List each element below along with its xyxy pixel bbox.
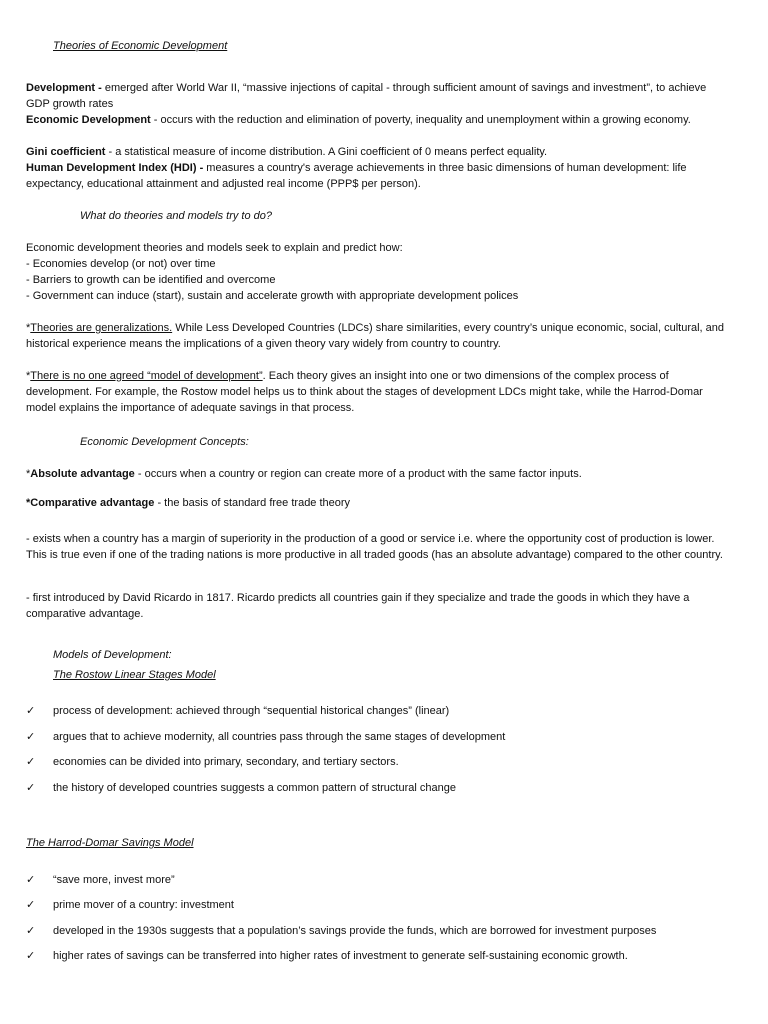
definition-economic-development: [26, 112, 732, 128]
list-item: - Economies develop (or not) over time: [26, 258, 216, 270]
underlined-phrase: There is no one agreed “model of development”: [30, 370, 263, 382]
checkmark-icon: ✓: [26, 874, 36, 886]
list-item: [26, 923, 732, 939]
list-item-text: higher rates of savings can be transferred into higher rates of investment to generate self-sustaining economic growth.: [53, 950, 628, 962]
term: Absolute advantage: [30, 468, 135, 480]
rostow-heading: The Rostow Linear Stages Model: [53, 669, 216, 681]
list-item-text: developed in the 1930s suggests that a population’s savings provide the funds, which are borrowed for investment purposes: [53, 925, 657, 937]
comparative-paragraph-2: - first introduced by David Ricardo in 1817. Ricardo predicts all countries gain if they specialize and trade the goods in which they have a comparative advantage.: [26, 592, 690, 620]
list-item: [26, 754, 732, 770]
checkmark-icon: ✓: [26, 705, 36, 717]
section-heading-concepts: Economic Development Concepts:: [80, 436, 249, 448]
list-item: - Government can induce (start), sustain and accelerate growth with appropriate development polices: [26, 290, 519, 302]
comparative-advantage: [26, 495, 732, 511]
list-item: [26, 948, 732, 964]
checkmark-icon: ✓: [26, 782, 36, 794]
definition-text: - occurs with the reduction and elimination of poverty, inequality and unemployment within a growing economy.: [150, 114, 691, 126]
list-item: [26, 780, 732, 796]
definition-text: - a statistical measure of income distribution. A Gini coefficient of 0 means perfect equality.: [105, 146, 548, 158]
definition-hdi: [26, 160, 732, 192]
checkmark-icon: ✓: [26, 731, 36, 743]
paragraph-text: . Each theory gives an insight into one or two dimensions of the complex process of development. For example, the Rostow model helps us to think about the stages of development LDCs might take, while the Harrod-Domar model explains the importance of adequate savings in that process.: [26, 370, 703, 414]
term: Gini coefficient: [26, 146, 106, 158]
list-item-text: “save more, invest more”: [53, 874, 175, 886]
list-item: [26, 703, 732, 719]
intro-line: Economic development theories and models seek to explain and predict how:: [26, 242, 403, 254]
section-heading-theories: What do theories and models try to do?: [80, 210, 272, 222]
checkmark-icon: ✓: [26, 899, 36, 911]
asterisk: *: [26, 322, 31, 334]
list-item-text: process of development: achieved through “sequential historical changes” (linear): [53, 705, 450, 717]
asterisk: *: [26, 468, 31, 480]
list-item: [26, 872, 732, 888]
list-item-text: the history of developed countries suggests a common pattern of structural change: [53, 782, 456, 794]
asterisk: *: [26, 370, 31, 382]
list-item: [26, 897, 732, 913]
definition-gini: [26, 144, 732, 160]
definition-text: - the basis of standard free trade theory: [154, 497, 351, 509]
absolute-advantage: [26, 466, 732, 482]
comparative-paragraph-1: - exists when a country has a margin of superiority in the production of a good or service i.e. where the opportunity cost of production is lower. This is true even if one of the trading nations is more productive in all traded goods (has an absolute advantage) compared to the other country.: [26, 533, 723, 561]
underlined-phrase: Theories are generalizations.: [30, 322, 173, 334]
definition-text: emerged after World War II, “massive injections of capital - through sufficient amount of savings and investment”, to achieve GDP growth rates: [26, 82, 707, 110]
document-title: Theories of Economic Development: [53, 40, 228, 52]
paragraph-text: While Less Developed Countries (LDCs) share similarities, every country’s unique economic, social, cultural, and historical experience means the implications of a given theory vary widely from country to country.: [26, 322, 725, 350]
checkmark-icon: ✓: [26, 950, 36, 962]
definition-text: measures a country's average achievements in three basic dimensions of human development: life expectancy, educational attainment and adjusted real income (PPP$ per person).: [26, 162, 687, 190]
list-item-text: argues that to achieve modernity, all countries pass through the same stages of development: [53, 731, 506, 743]
term: Development -: [26, 82, 102, 94]
models-heading: Models of Development:: [53, 649, 172, 661]
checkmark-icon: ✓: [26, 925, 36, 937]
list-item-text: economies can be divided into primary, secondary, and tertiary sectors.: [53, 756, 399, 768]
paragraph-no-model: [26, 368, 732, 416]
list-item: [26, 729, 732, 745]
checkmark-icon: ✓: [26, 756, 36, 768]
term: Economic Development: [26, 114, 151, 126]
term: Human Development Index (HDI) -: [26, 162, 204, 174]
intro-list: [26, 256, 732, 304]
definition-text: - occurs when a country or region can create more of a product with the same factor inputs.: [134, 468, 582, 480]
harrod-heading: The Harrod-Domar Savings Model: [26, 837, 194, 849]
list-item-text: prime mover of a country: investment: [53, 899, 234, 911]
term: *Comparative advantage: [26, 497, 155, 509]
list-item: - Barriers to growth can be identified and overcome: [26, 274, 276, 286]
definition-development: [26, 80, 732, 112]
paragraph-generalizations: [26, 320, 732, 352]
